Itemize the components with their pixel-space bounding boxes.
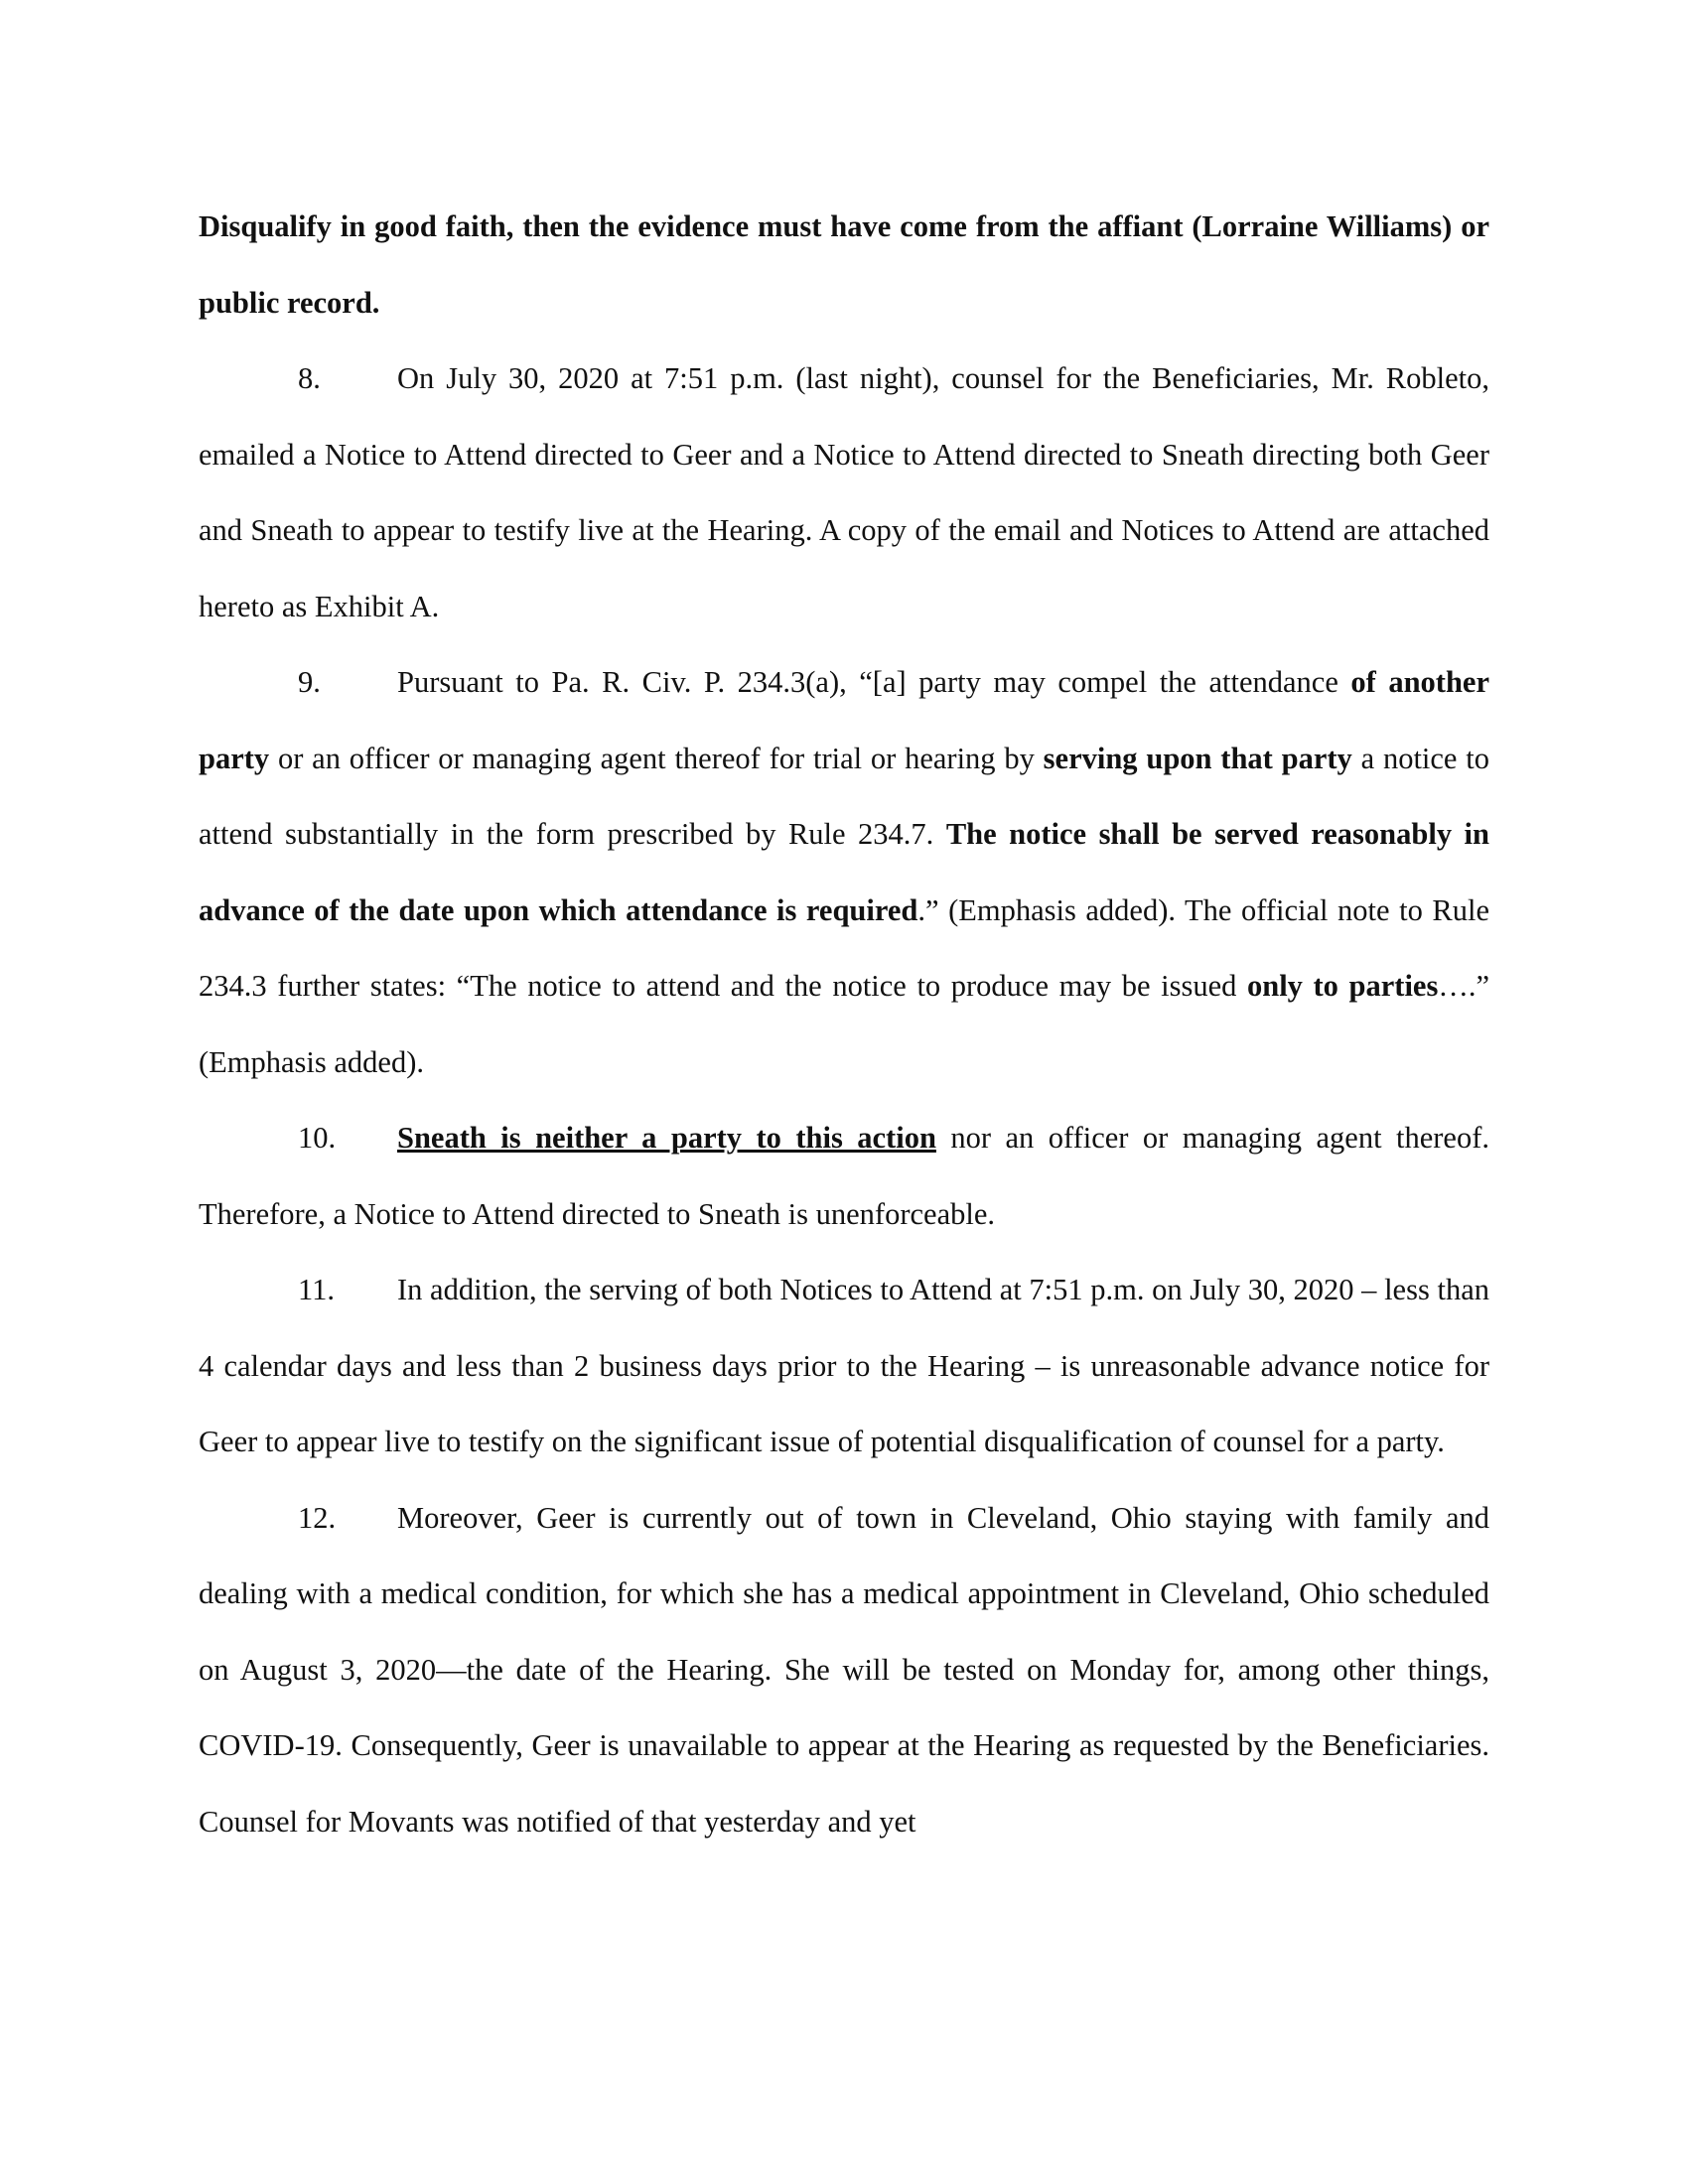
paragraph-11: [199, 1252, 1489, 1480]
paragraph-number: 8.: [298, 361, 321, 395]
emphasis-text: The notice shall be served reasonably in advance of the date upon which attendance is required: [199, 817, 1489, 927]
paragraph-text: In addition, the serving of both Notices to Attend at 7:51 p.m. on July 30, 2020 – less than 4 calendar days and less than 2 business days prior to the Hearing – is unreasonable advance notice for Geer to appear live to testify on the significant issue of potential disqualification of counsel for a party.: [199, 1273, 1489, 1458]
paragraph-8: [199, 341, 1489, 644]
paragraph-text: On July 30, 2020 at 7:51 p.m. (last night), counsel for the Beneficiaries, Mr. Robleto, emailed a Notice to Attend directed to Geer and a Notice to Attend directed to Sneath directing both Geer and Sneath to appear to testify live at the Hearing. A copy of the email and Notices to Attend are attached hereto as Exhibit A.: [199, 361, 1489, 623]
emphasis-underlined-text: Sneath is neither a party to this action: [397, 1121, 936, 1155]
paragraph-text: nor an officer or managing agent thereof. Therefore, a Notice to Attend directed to Sneath is unenforceable.: [199, 1121, 1489, 1231]
paragraph-text: ….” (Emphasis added).: [199, 969, 1489, 1079]
document-page: [199, 189, 1489, 1859]
paragraph-12: [199, 1480, 1489, 1860]
paragraph-number: 9.: [298, 665, 321, 699]
emphasis-text: only to parties: [1246, 969, 1439, 1003]
paragraph-number: 10.: [298, 1121, 337, 1155]
paragraph-number: 12.: [298, 1500, 337, 1535]
paragraph-text: .” (Emphasis added). The official note to Rule 234.3 further states: “The notice to attend and the notice to produce may be issued: [199, 892, 1490, 1003]
emphasis-text: serving upon that party: [1043, 741, 1352, 775]
paragraph-text: a notice to attend substantially in the form prescribed by Rule 234.7.: [199, 741, 1489, 851]
emphasis-text: of another party: [199, 665, 1489, 775]
paragraph-text: Pursuant to Pa. R. Civ. P. 234.3(a), “[a] party may compel the attendance: [397, 665, 1351, 699]
paragraph-9: [199, 644, 1489, 1100]
paragraph-text: Moreover, Geer is currently out of town in Cleveland, Ohio staying with family and dealing with a medical condition, for which she has a medical appointment in Cleveland, Ohio scheduled on August 3, 2020—the date of the Hearing. She will be tested on Monday for, among other things, COVID-19. Consequently, Geer is unavailable to appear at the Hearing as requested by the Beneficiaries. Counsel for Movants was notified of that yesterday and yet: [199, 1500, 1489, 1839]
paragraph-number: 11.: [298, 1273, 335, 1306]
intro-paragraph: Disqualify in good faith, then the evidence must have come from the affiant (Lorraine Williams) or public record.: [199, 209, 1489, 320]
paragraph-text: or an officer or managing agent thereof for trial or hearing by: [269, 741, 1044, 775]
paragraph-10: [199, 1100, 1489, 1252]
